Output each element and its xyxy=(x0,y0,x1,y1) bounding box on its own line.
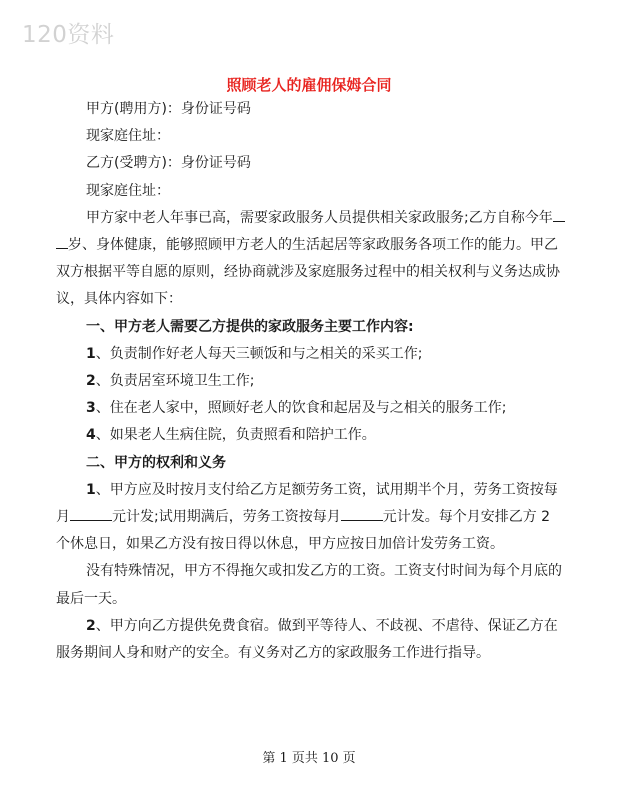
section1-item-4 xyxy=(56,422,566,449)
document-body xyxy=(56,96,566,667)
party-b-line: 乙方(受聘方)：身份证号码 xyxy=(86,155,251,172)
wage-text-a: 、甲方应及时按月支付给乙方足额劳务工资，试用期半个月，劳务工资按每月 xyxy=(56,481,558,526)
intro-paragraph xyxy=(56,205,566,314)
item-number: 1 xyxy=(86,481,96,498)
section2-paragraph: 没有特殊情况，甲方不得拖欠或扣发乙方的工资。工资支付时间为每个月底的最后一天。 xyxy=(56,563,562,607)
item-number: 1 xyxy=(86,345,96,362)
item-text: 、如果老人生病住院，负责照看和陪护工作。 xyxy=(95,427,376,444)
party-b-address-line: 现家庭住址： xyxy=(86,182,170,199)
item-number: 2 xyxy=(86,373,96,390)
party-a-line: 甲方(聘用方)：身份证号码 xyxy=(86,101,251,117)
age-blank-2 xyxy=(56,248,68,249)
section1-heading: 一、甲方老人需要乙方提供的家政服务主要工作内容: xyxy=(86,318,414,335)
item-number: 4 xyxy=(86,427,96,444)
section1-item-3 xyxy=(56,395,566,422)
item-text: 、负责居室环境卫生工作; xyxy=(95,373,255,390)
party-a-address-line: 现家庭住址： xyxy=(86,128,170,145)
page-footer: 第 1 页共 10 页 xyxy=(262,751,356,766)
section1-item-2 xyxy=(56,368,566,395)
document-title: 照顾老人的雇佣保姆合同 xyxy=(226,76,392,94)
watermark: 120资料 xyxy=(22,22,115,48)
item-text: 、负责制作好老人每天三顿饭和与之相关的采买工作; xyxy=(95,345,423,362)
section2-item-1 xyxy=(56,477,566,559)
wage-blank-trial xyxy=(70,520,112,521)
item-number: 2 xyxy=(86,617,96,634)
item-text: 、住在老人家中，照顾好老人的饮食和起居及与之相关的服务工作; xyxy=(95,400,507,417)
item-number: 3 xyxy=(86,400,96,417)
section1-item-1 xyxy=(56,341,566,368)
age-blank-1 xyxy=(553,221,565,222)
section2-item-2 xyxy=(56,613,566,667)
wage-blank-regular xyxy=(341,520,383,521)
wage-text-b: 元计发;试用期满后，劳务工资按每月 xyxy=(112,509,341,526)
intro-text-2: 岁、身体健康，能够照顾甲方老人的生活起居等家政服务各项工作的能力。甲乙双方根据平等自愿的原则，经协商就涉及家庭服务过程中的相关权利与义务达成协议，具体内容如下： xyxy=(56,237,560,308)
section2-heading: 二、甲方的权利和义务 xyxy=(86,454,226,471)
intro-text-1: 甲方家中老人年事已高，需要家政服务人员提供相关家政服务;乙方自称今年 xyxy=(86,209,553,226)
item-text: 、甲方向乙方提供免费食宿。做到平等待人、不歧视、不虐待、保证乙方在服务期间人身和财产的安全。有义务对乙方的家政服务工作进行指导。 xyxy=(56,617,558,662)
wage-text-c: 元计发。每个月安排乙方 2 个休息日，如果乙方没有按日得以休息，甲方应按日加倍计发劳务工资。 xyxy=(56,509,551,553)
